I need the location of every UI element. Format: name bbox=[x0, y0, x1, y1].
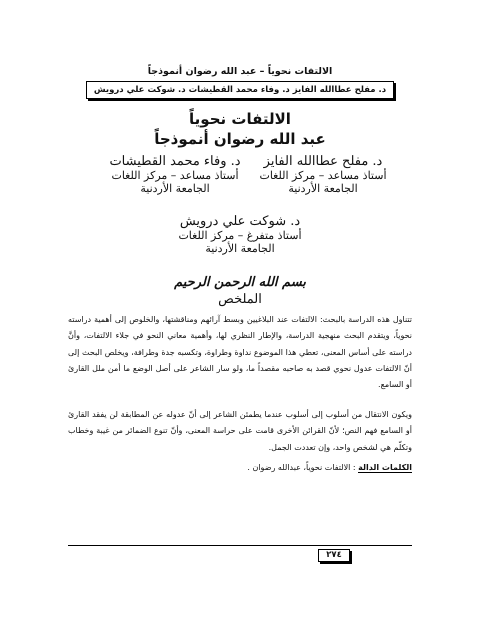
author-2 bbox=[100, 155, 250, 195]
author-3-name: د. شوكت علي درويش bbox=[179, 214, 301, 229]
author-3-university: الجامعة الأردنية bbox=[205, 241, 275, 255]
author-1-position: أستاذ مساعد – مركز اللغات bbox=[259, 168, 387, 182]
author-2-university: الجامعة الأردنية bbox=[140, 181, 210, 195]
author-3-position: أستاذ متفرغ – مركز اللغات bbox=[178, 228, 302, 242]
basmala: بسم الله الرحمن الرحيم bbox=[174, 275, 306, 290]
abstract-heading: الملخص bbox=[218, 292, 262, 307]
author-2-name: د. وفاء محمد القطيشات bbox=[109, 154, 241, 169]
author-2-position: أستاذ مساعد – مركز اللغات bbox=[111, 168, 239, 182]
author-1-name: د. مفلح عطاالله الفايز bbox=[263, 154, 383, 169]
author-3 bbox=[165, 215, 315, 255]
keywords-line bbox=[68, 460, 412, 476]
author-1-university: الجامعة الأردنية bbox=[288, 181, 358, 195]
page-number: ٢٧٤ bbox=[318, 549, 350, 562]
paper-title-line1: الالتفات نحوياً bbox=[189, 110, 291, 128]
keywords-label: الكلمات الدالة bbox=[358, 463, 412, 472]
abstract-paragraph-1: تتناول هذه الدراسة بالبحث: الالتفات عند البلاغيين وبسط آرائهم ومناقشتها، والخلوص إلى أهمية دراسته نحوياً، ويتقدم البحث منهجية الدراسة، والإطار النظري لها، وأهمية معاني النحو في جلاء الالتفات، وأنَّ دراسته على أساس المعنى، تعطي هذا الموضوع نداوة وطراوة، وتكسبه جدة وطرافة، ويخلص البحث إلى أنّ الالتفات عدول نحوي قصد به صاحبه مقصداً ما، ولو سار الشاعر على أصل الوضع ما أمن ملل القارئ أو السامع. bbox=[68, 315, 412, 390]
paper-title-line2: عبد الله رضوان أنموذجاً bbox=[154, 130, 326, 148]
author-box: د. مفلح عطاالله الفايز د. وفاء محمد القطيشات د. شوكت علي درويش bbox=[86, 81, 394, 99]
abstract-paragraph-2: ويكون الانتقال من أسلوب إلى أسلوب عندما يطمئن الشاعر إلى أنّ عدوله عن المطابقة لن يفقد القارئ أو السامع فهم النص؛ لأنّ القرائن الأخرى قامت على حراسة المعنى، وأنّ تنوع الضمائر من غيبة وخطاب وتكلّم هي لشخص واحد، وإن تعددت الجمل. bbox=[68, 410, 412, 452]
author-1 bbox=[248, 155, 398, 195]
footer-rule bbox=[68, 545, 412, 546]
keywords-text: : الالتفات نحوياً، عبدالله رضوان . bbox=[247, 463, 356, 472]
running-head: الالتفات نحوياً – عبد الله رضوان أنموذجاً bbox=[147, 66, 333, 77]
